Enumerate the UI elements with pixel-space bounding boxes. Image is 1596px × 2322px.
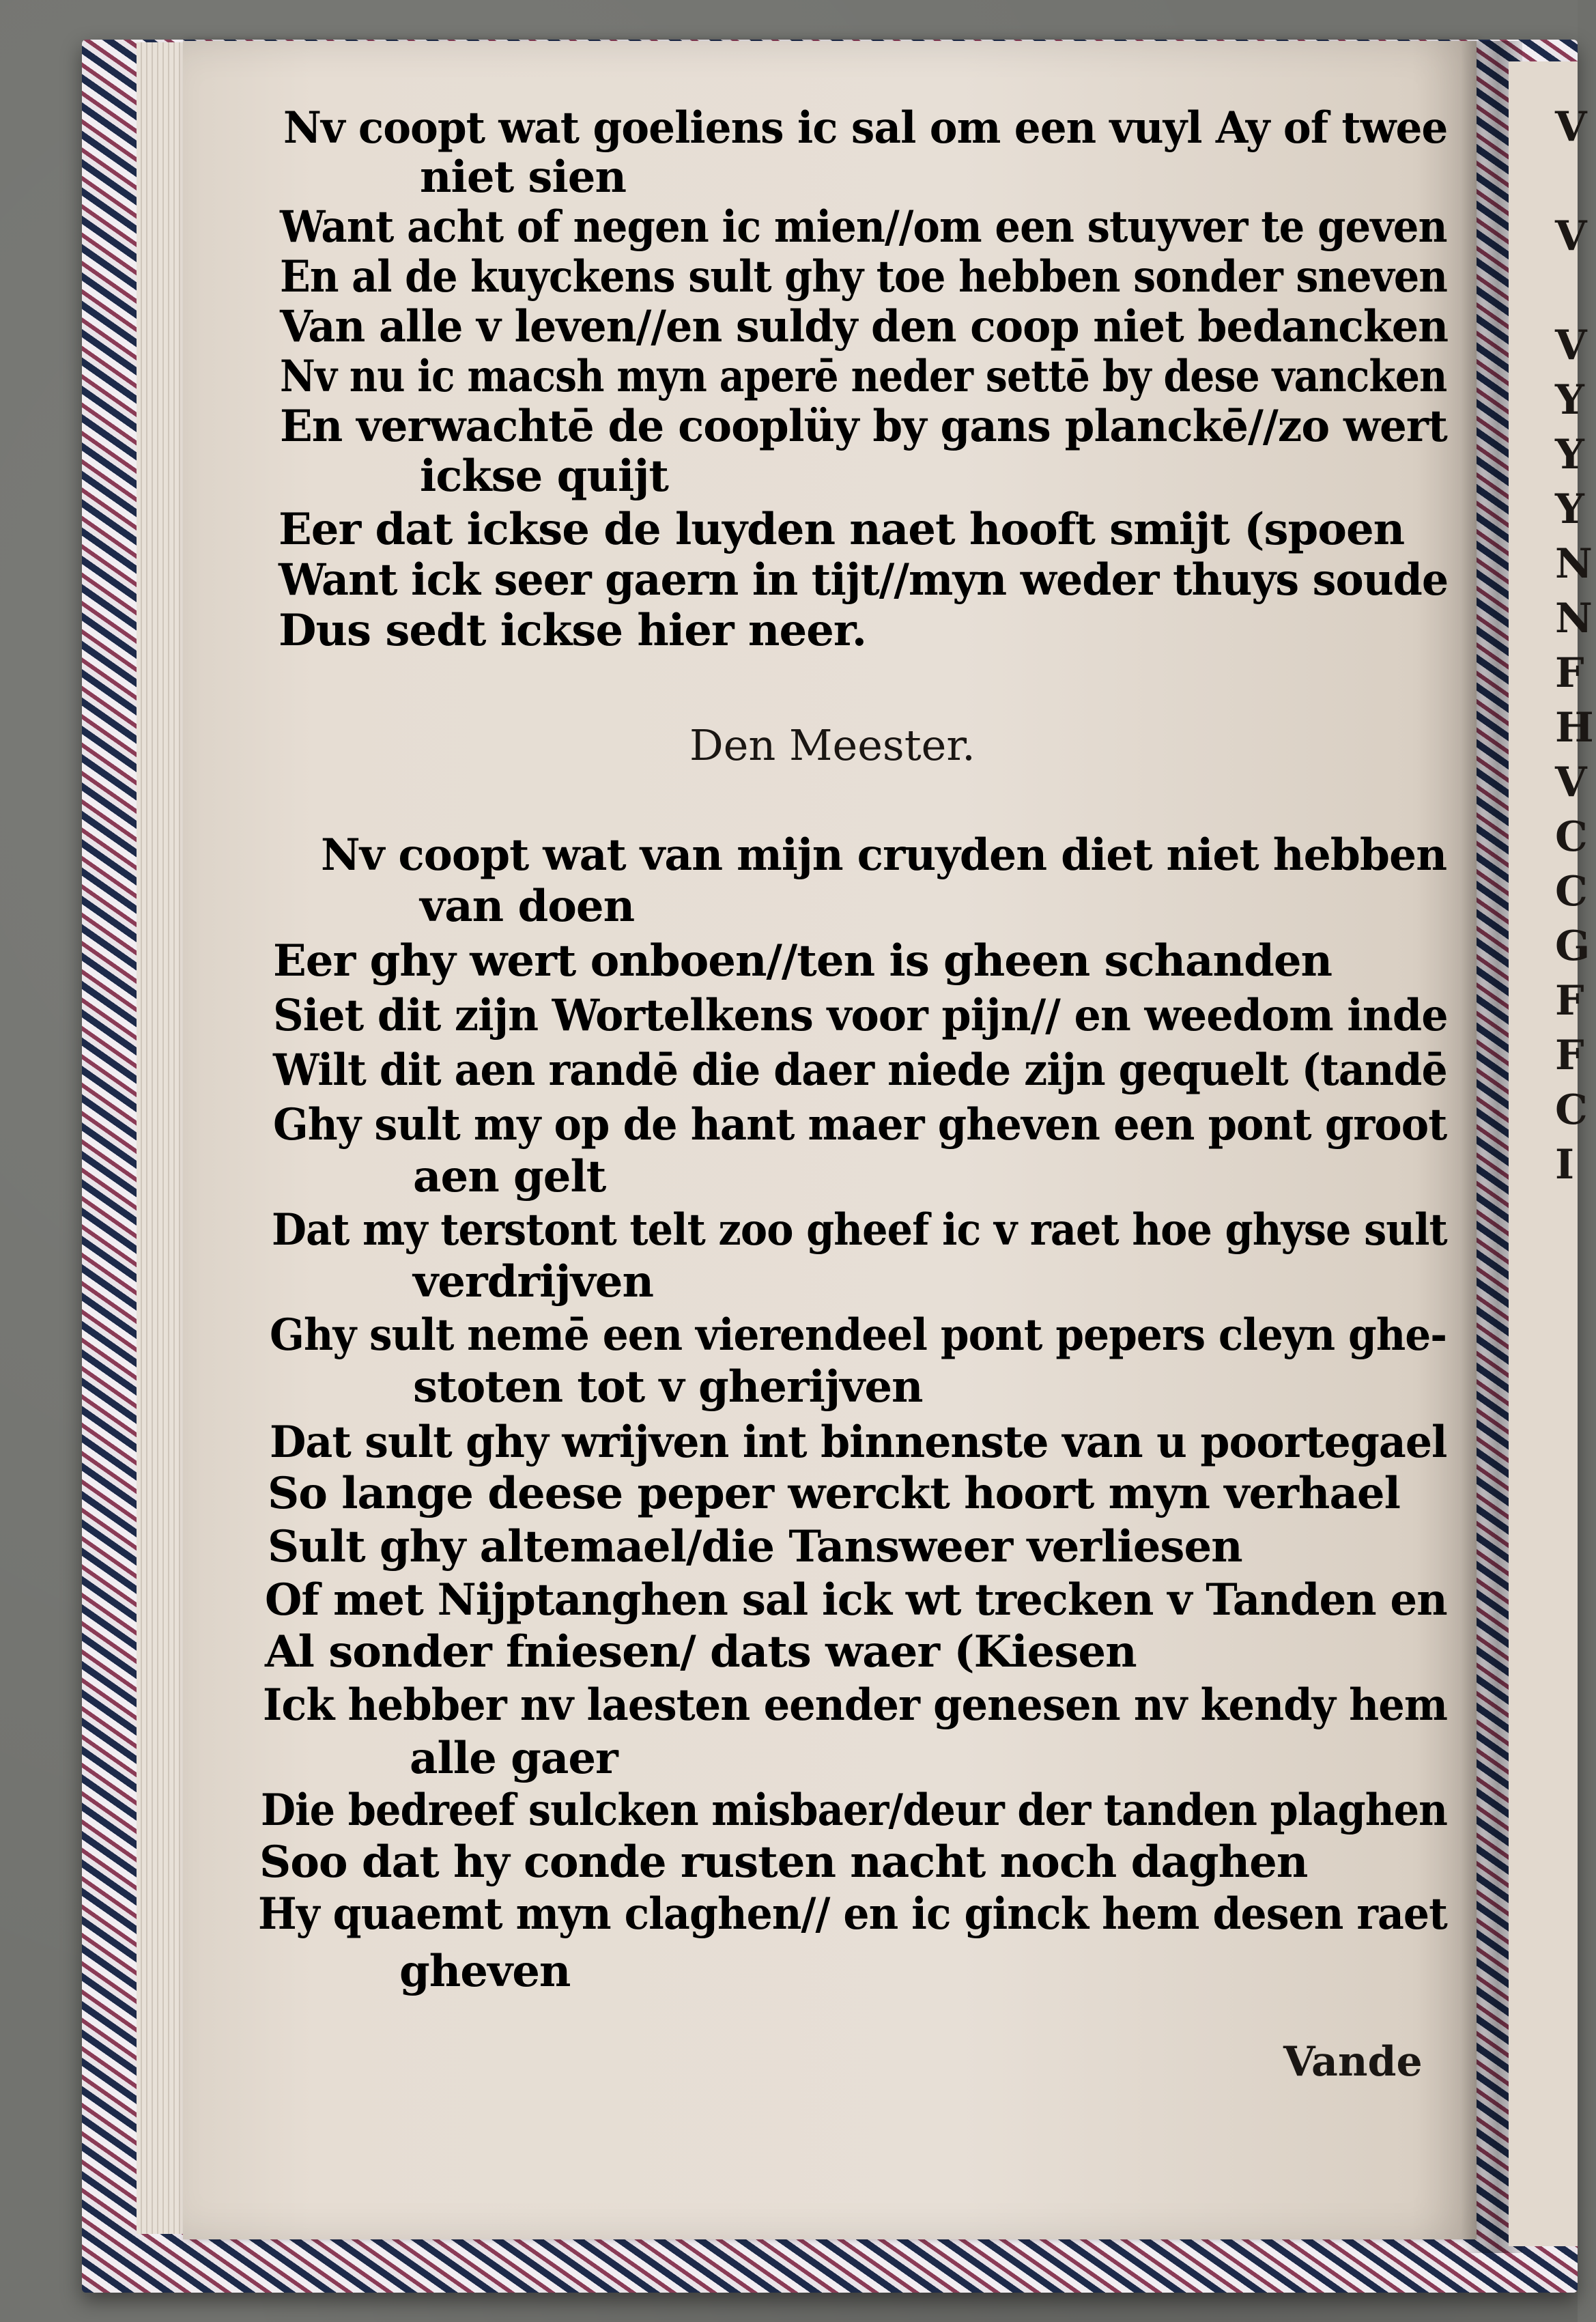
right-page-fragment: Y: [1555, 485, 1584, 533]
verse-line: Die bedreef sulcken misbaer/deur der tanden plaghen: [261, 1785, 1448, 1836]
verse-line: En verwachtē de cooplüy by gans planckē//zo wert: [280, 401, 1447, 452]
right-page-fragment: F: [1555, 1032, 1584, 1079]
right-page-fragment: V: [1555, 759, 1587, 806]
verse-line: aen gelt: [413, 1151, 606, 1202]
verse-line: stoten tot v gherijven: [413, 1361, 923, 1413]
verse-line: Ick hebber nv laesten eender genesen nv kendy hem: [263, 1680, 1448, 1731]
right-page-fragment: H: [1555, 704, 1594, 752]
verse-line: Nv nu ic macsh myn aperē neder settē by dese vancken: [280, 351, 1447, 402]
verse-line: Nv coopt wat goeliens ic sal om een vuyl Ay of twee: [283, 102, 1448, 154]
verse-line: Dat sult ghy wrijven int binnenste van u poortegael: [270, 1417, 1447, 1468]
verse-line: So lange deese peper werckt hoort myn verhael: [268, 1468, 1400, 1519]
verse-line: Want ick seer gaern in tijt//myn weder thuys soude: [279, 554, 1449, 606]
verse-line: van doen: [420, 881, 635, 932]
verse-line: alle gaer: [410, 1733, 618, 1784]
right-page-fragment: V: [1555, 212, 1587, 260]
verse-line: Soo dat hy conde rusten nacht noch daghen: [259, 1837, 1308, 1888]
verse-line: gheven: [399, 1946, 571, 1997]
right-page-fragment: V: [1555, 322, 1587, 369]
verse-line: Of met Nijptanghen sal ick wt trecken v Tanden en: [265, 1574, 1447, 1626]
verse-line: Dus sedt ickse hier neer.: [279, 605, 866, 656]
catchword: Vande: [1283, 2038, 1423, 2086]
verse-line: verdrijven: [413, 1256, 653, 1307]
right-page: [1509, 61, 1594, 2246]
right-page-fragment: N: [1555, 540, 1593, 588]
verse-line: ickse quijt: [420, 451, 668, 502]
right-page-fragment: C: [1555, 868, 1588, 916]
verse-line: Hy quaemt myn claghen// en ic ginck hem desen raet: [258, 1888, 1447, 1940]
verse-line: Al sonder fniesen/ dats waer (Kiesen: [265, 1626, 1137, 1677]
verse-line: Siet dit zijn Wortelkens voor pijn// en weedom inde: [273, 990, 1448, 1041]
verse-line: niet sien: [420, 152, 626, 203]
right-page-fragment: N: [1555, 595, 1593, 642]
right-page-fragment: I: [1555, 1141, 1575, 1189]
verse-line: Van alle v leven//en suldy den coop niet bedancken: [280, 301, 1449, 352]
verse-line: Dat my terstont telt zoo gheef ic v raet hoe ghyse sult: [272, 1204, 1447, 1256]
right-page-fragment: G: [1555, 922, 1591, 970]
right-page-fragment: F: [1555, 649, 1584, 697]
speaker-heading: Den Meester.: [689, 720, 975, 770]
right-page-fragment: C: [1555, 813, 1588, 861]
right-page-fragment: Y: [1555, 376, 1584, 424]
verse-line: Wilt dit aen randē die daer niede zijn gequelt (tandē: [273, 1045, 1447, 1096]
right-page-fragment: V: [1555, 103, 1587, 151]
verse-line: Eer dat ickse de luyden naet hooft smijt (spoen: [279, 504, 1405, 555]
verse-line: En al de kuyckens sult ghy toe hebben sonder sneven: [280, 251, 1448, 302]
right-page-fragment: F: [1555, 977, 1584, 1025]
verse-line: Sult ghy altemael/die Tansweer verliesen: [268, 1521, 1242, 1572]
verse-line: Nv coopt wat van mijn cruyden diet niet hebben: [321, 830, 1447, 881]
verse-line: Ghy sult my op de hant maer gheven een pont groot: [273, 1099, 1447, 1150]
verse-line: Want acht of negen ic mien//om een stuyver te geven: [280, 201, 1447, 253]
right-page-fragment: C: [1555, 1086, 1588, 1134]
verse-line: Ghy sult nemē een vierendeel pont pepers cleyn ghe-: [270, 1309, 1447, 1361]
right-page-fragment: Y: [1555, 431, 1584, 479]
verse-line: Eer ghy wert onboen//ten is gheen schanden: [273, 935, 1333, 987]
